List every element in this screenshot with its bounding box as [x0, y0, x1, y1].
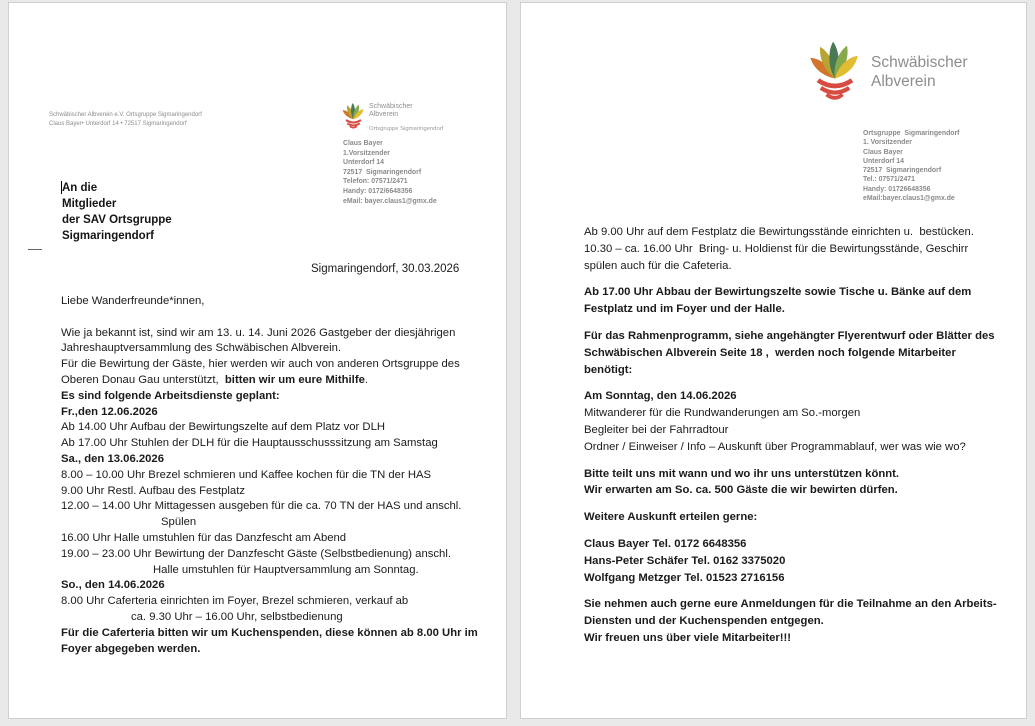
- body-line: Sa., den 13.06.2026: [61, 452, 164, 465]
- body-line: Halle umstuhlen für Hauptversammlung am Sonntag.: [153, 563, 419, 576]
- logo-line2: Albverein: [369, 111, 399, 118]
- body-line: Liebe Wanderfreunde*innen,: [61, 295, 205, 307]
- body-line: Hans-Peter Schäfer Tel. 0162 3375020: [584, 554, 786, 567]
- recipient-line: Mitglieder: [62, 198, 117, 210]
- body-line: [61, 373, 478, 389]
- body-line: [584, 274, 997, 284]
- contact-line: eMail:bayer.claus1@gmx.de: [863, 195, 955, 203]
- albverein-logo-icon: [809, 35, 861, 103]
- body-line: 12.00 – 14.00 Uhr Mittagessen ausgeben für die ca. 70 TN der HAS und anschl.: [61, 500, 462, 513]
- body-line: Mitwanderer für die Rundwanderungen am So.-morgen: [584, 407, 861, 420]
- contact-line: Claus Bayer: [863, 148, 903, 156]
- body-line: Ab 17.00 Uhr Abbau der Bewirtungszelte sowie Tische u. Bänke auf dem: [584, 286, 972, 299]
- body-line: Wir erwarten am So. ca. 500 Gäste die wir bewirten dürfen.: [584, 484, 898, 497]
- contact-line: Telefon: 07571/2471: [343, 178, 408, 186]
- body-line: 10.30 – ca. 16.00 Uhr Bring- u. Holdienst für die Bewirtungsstände, Geschirr: [584, 242, 969, 255]
- sender-contact-block: [863, 129, 959, 203]
- body-line: [584, 318, 997, 328]
- recipient-address: [62, 180, 172, 244]
- body-line: Jahreshauptversammlung des Schwäbischen Albverein.: [61, 342, 342, 355]
- body-line: 9.00 Uhr Restl. Aufbau des Festplatz: [61, 484, 245, 497]
- body-text-segment: .: [364, 373, 369, 386]
- letter-body-page1: [61, 294, 478, 657]
- body-line: Wolfgang Metzger Tel. 01523 2716156: [584, 571, 785, 584]
- contact-line: eMail: bayer.claus1@gmx.de: [343, 197, 437, 205]
- body-line: 8.00 – 10.00 Uhr Brezel schmieren und Kaffee kochen für die TN der HAS: [61, 468, 432, 481]
- body-line: Festplatz und im Foyer und der Halle.: [584, 303, 785, 316]
- return-address-line: Claus Bayer• Unterdorf 14 • 72517 Sigmaringendorf: [49, 121, 187, 127]
- fold-mark: [28, 249, 42, 250]
- body-line: Diensten und der Kuchenspenden entgegen.: [584, 615, 824, 628]
- body-line: Schwäbischen Albverein Seite 18 , werden noch folgende Mitarbeiter: [584, 346, 956, 359]
- body-line: 19.00 – 23.00 Uhr Bewirtung der Danzfescht Gäste (Selbstbedienung) anschl.: [61, 547, 451, 560]
- albverein-logo-large: [809, 35, 968, 103]
- body-line: Ordner / Einweiser / Info – Auskunft über Programmablauf, wer was wie wo?: [584, 440, 966, 453]
- body-line: Wie ja bekannt ist, sind wir am 13. u. 14. Juni 2026 Gastgeber der diesjährigen: [61, 326, 456, 339]
- body-line: Ab 17.00 Uhr Stuhlen der DLH für die Hauptausschusssitzung am Samstag: [61, 437, 438, 450]
- contact-line: 1.Vorsitzender: [343, 149, 390, 157]
- contact-line: 72517 Sigmaringendorf: [863, 167, 942, 175]
- body-line: Am Sonntag, den 14.06.2026: [584, 390, 737, 403]
- return-address: [49, 111, 202, 129]
- body-text-segment: Oberen Donau Gau unterstützt,: [61, 373, 225, 386]
- albverein-logo-icon: [342, 100, 365, 130]
- body-line: [584, 526, 997, 536]
- body-line: Ab 14.00 Uhr Aufbau der Bewirtungszelte auf dem Platz vor DLH: [61, 421, 386, 434]
- body-line: Begleiter bei der Fahrradtour: [584, 423, 729, 436]
- body-line: Claus Bayer Tel. 0172 6648356: [584, 537, 747, 550]
- contact-line: Handy: 01726648356: [863, 185, 931, 193]
- body-line: Für die Caferteria bitten wir um Kuchenspenden, diese können ab 8.00 Uhr im: [61, 626, 478, 639]
- body-line: benötigt:: [584, 363, 633, 376]
- body-line: Sie nehmen auch gerne eure Anmeldungen für die Teilnahme an den Arbeits-: [584, 598, 997, 611]
- body-line: Bitte teilt uns mit wann und wo ihr uns unterstützen könnt.: [584, 467, 900, 480]
- body-line: 8.00 Uhr Caferteria einrichten im Foyer, Brezel schmieren, verkauf ab: [61, 595, 409, 608]
- body-line: spülen auch für die Cafeteria.: [584, 259, 732, 272]
- letter-body-page2: [584, 224, 997, 647]
- contact-line: 72517 Sigmaringendorf: [343, 168, 422, 176]
- body-line: 16.00 Uhr Halle umstuhlen für das Danzfescht am Abend: [61, 531, 347, 544]
- body-line: Für das Rahmenprogramm, siehe angehängter Flyerentwurf oder Blätter des: [584, 329, 995, 342]
- body-line: Es sind folgende Arbeitsdienste geplant:: [61, 389, 280, 402]
- contact-line: Unterdorf 14: [343, 159, 384, 167]
- body-line: [61, 310, 478, 326]
- body-line: Fr.,den 12.06.2026: [61, 405, 158, 418]
- contact-line: Tel.: 07571/2471: [863, 176, 915, 184]
- body-line: Ab 9.00 Uhr auf dem Festplatz die Bewirtungsstände einrichten u. bestücken.: [584, 226, 974, 238]
- contact-line: Handy: 0172/6648356: [343, 187, 413, 195]
- contact-line: Ortsgruppe Sigmaringendorf: [863, 130, 960, 137]
- recipient-line: Sigmaringendorf: [62, 230, 155, 242]
- sender-contact-block: [343, 139, 437, 206]
- body-line: Spülen: [161, 516, 197, 529]
- letter-page-1: [8, 2, 507, 719]
- return-address-line: Schwäbischer Albverein e.V. Ortsgruppe Sigmaringendorf: [49, 112, 202, 118]
- date-line: Sigmaringendorf, 30.03.2026: [311, 263, 460, 275]
- contact-line: Claus Bayer: [343, 140, 383, 147]
- body-line: [584, 499, 997, 509]
- contact-line: 1. Vorsitzender: [863, 139, 912, 147]
- body-line: Für die Bewirtung der Gäste, hier werden wir auch von anderen Ortsgruppe des: [61, 358, 460, 371]
- contact-line: Unterdorf 14: [863, 157, 904, 165]
- body-line: [584, 586, 997, 596]
- body-line: ca. 9.30 Uhr – 16.00 Uhr, selbstbedienung: [131, 610, 343, 623]
- logo-line2: Albverein: [871, 73, 936, 90]
- logo-line1: Schwäbischer: [871, 54, 968, 71]
- recipient-line: An die: [62, 182, 98, 194]
- logo-subtitle: Ortsgruppe Sigmaringendorf: [369, 126, 444, 132]
- body-line: Wir freuen uns über viele Mitarbeiter!!!: [584, 631, 792, 644]
- body-text-segment: bitten wir um eure Mithilfe: [224, 373, 365, 386]
- body-line: [584, 378, 997, 388]
- logo-line1: Schwäbischer: [369, 103, 413, 110]
- body-line: [584, 456, 997, 466]
- body-line: Weitere Auskunft erteilen gerne:: [584, 511, 758, 524]
- body-line: So., den 14.06.2026: [61, 579, 165, 592]
- letter-page-2: [520, 2, 1027, 719]
- recipient-line: der SAV Ortsgruppe: [62, 214, 172, 226]
- body-line: Foyer abgegeben werden.: [61, 642, 201, 655]
- logo-wordmark: [871, 53, 968, 103]
